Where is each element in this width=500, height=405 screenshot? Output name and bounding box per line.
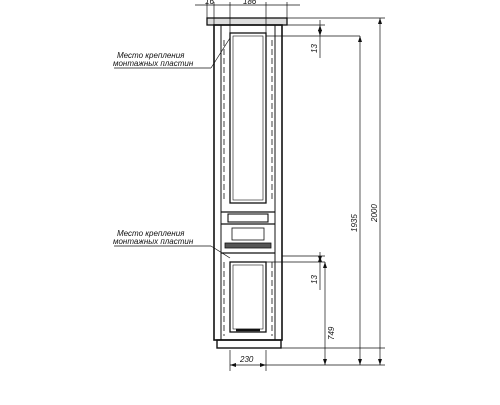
dim-lower-height: 749 [327, 326, 336, 340]
lower-decor-dashes [224, 262, 272, 336]
callout-lower-line2: монтажных пластин [113, 237, 194, 246]
dim-base-width: 230 [240, 355, 254, 364]
dim-total-height: 2000 [370, 204, 379, 222]
callout-lower-line1: Место крепления [117, 229, 185, 238]
right-dimensions [266, 18, 385, 365]
upper-door-panel [230, 33, 266, 203]
dim-top-mid: 186 [243, 0, 257, 6]
dim-mid-height: 1935 [350, 214, 359, 232]
upper-decor-dashes [224, 40, 272, 200]
middle-shelf-bar [225, 243, 271, 248]
dimension-arrows [318, 18, 382, 365]
middle-open-shelf [232, 228, 264, 240]
callout-upper-line2: монтажных пластин [113, 59, 194, 68]
dim-upper-gap: 13 [310, 44, 319, 53]
dim-top-left: 16 [205, 0, 214, 6]
callout-upper-line1: Место крепления [117, 51, 185, 60]
upper-door-inner [233, 36, 263, 200]
lower-door-panel [230, 262, 266, 332]
cabinet-body [207, 18, 287, 348]
cabinet-top-cap [207, 18, 287, 25]
callout-lower [114, 246, 230, 258]
lower-door-inner [233, 265, 263, 329]
dim-lower-gap: 13 [310, 275, 319, 284]
drawer-front [228, 214, 268, 222]
cabinet-plinth [217, 340, 281, 348]
